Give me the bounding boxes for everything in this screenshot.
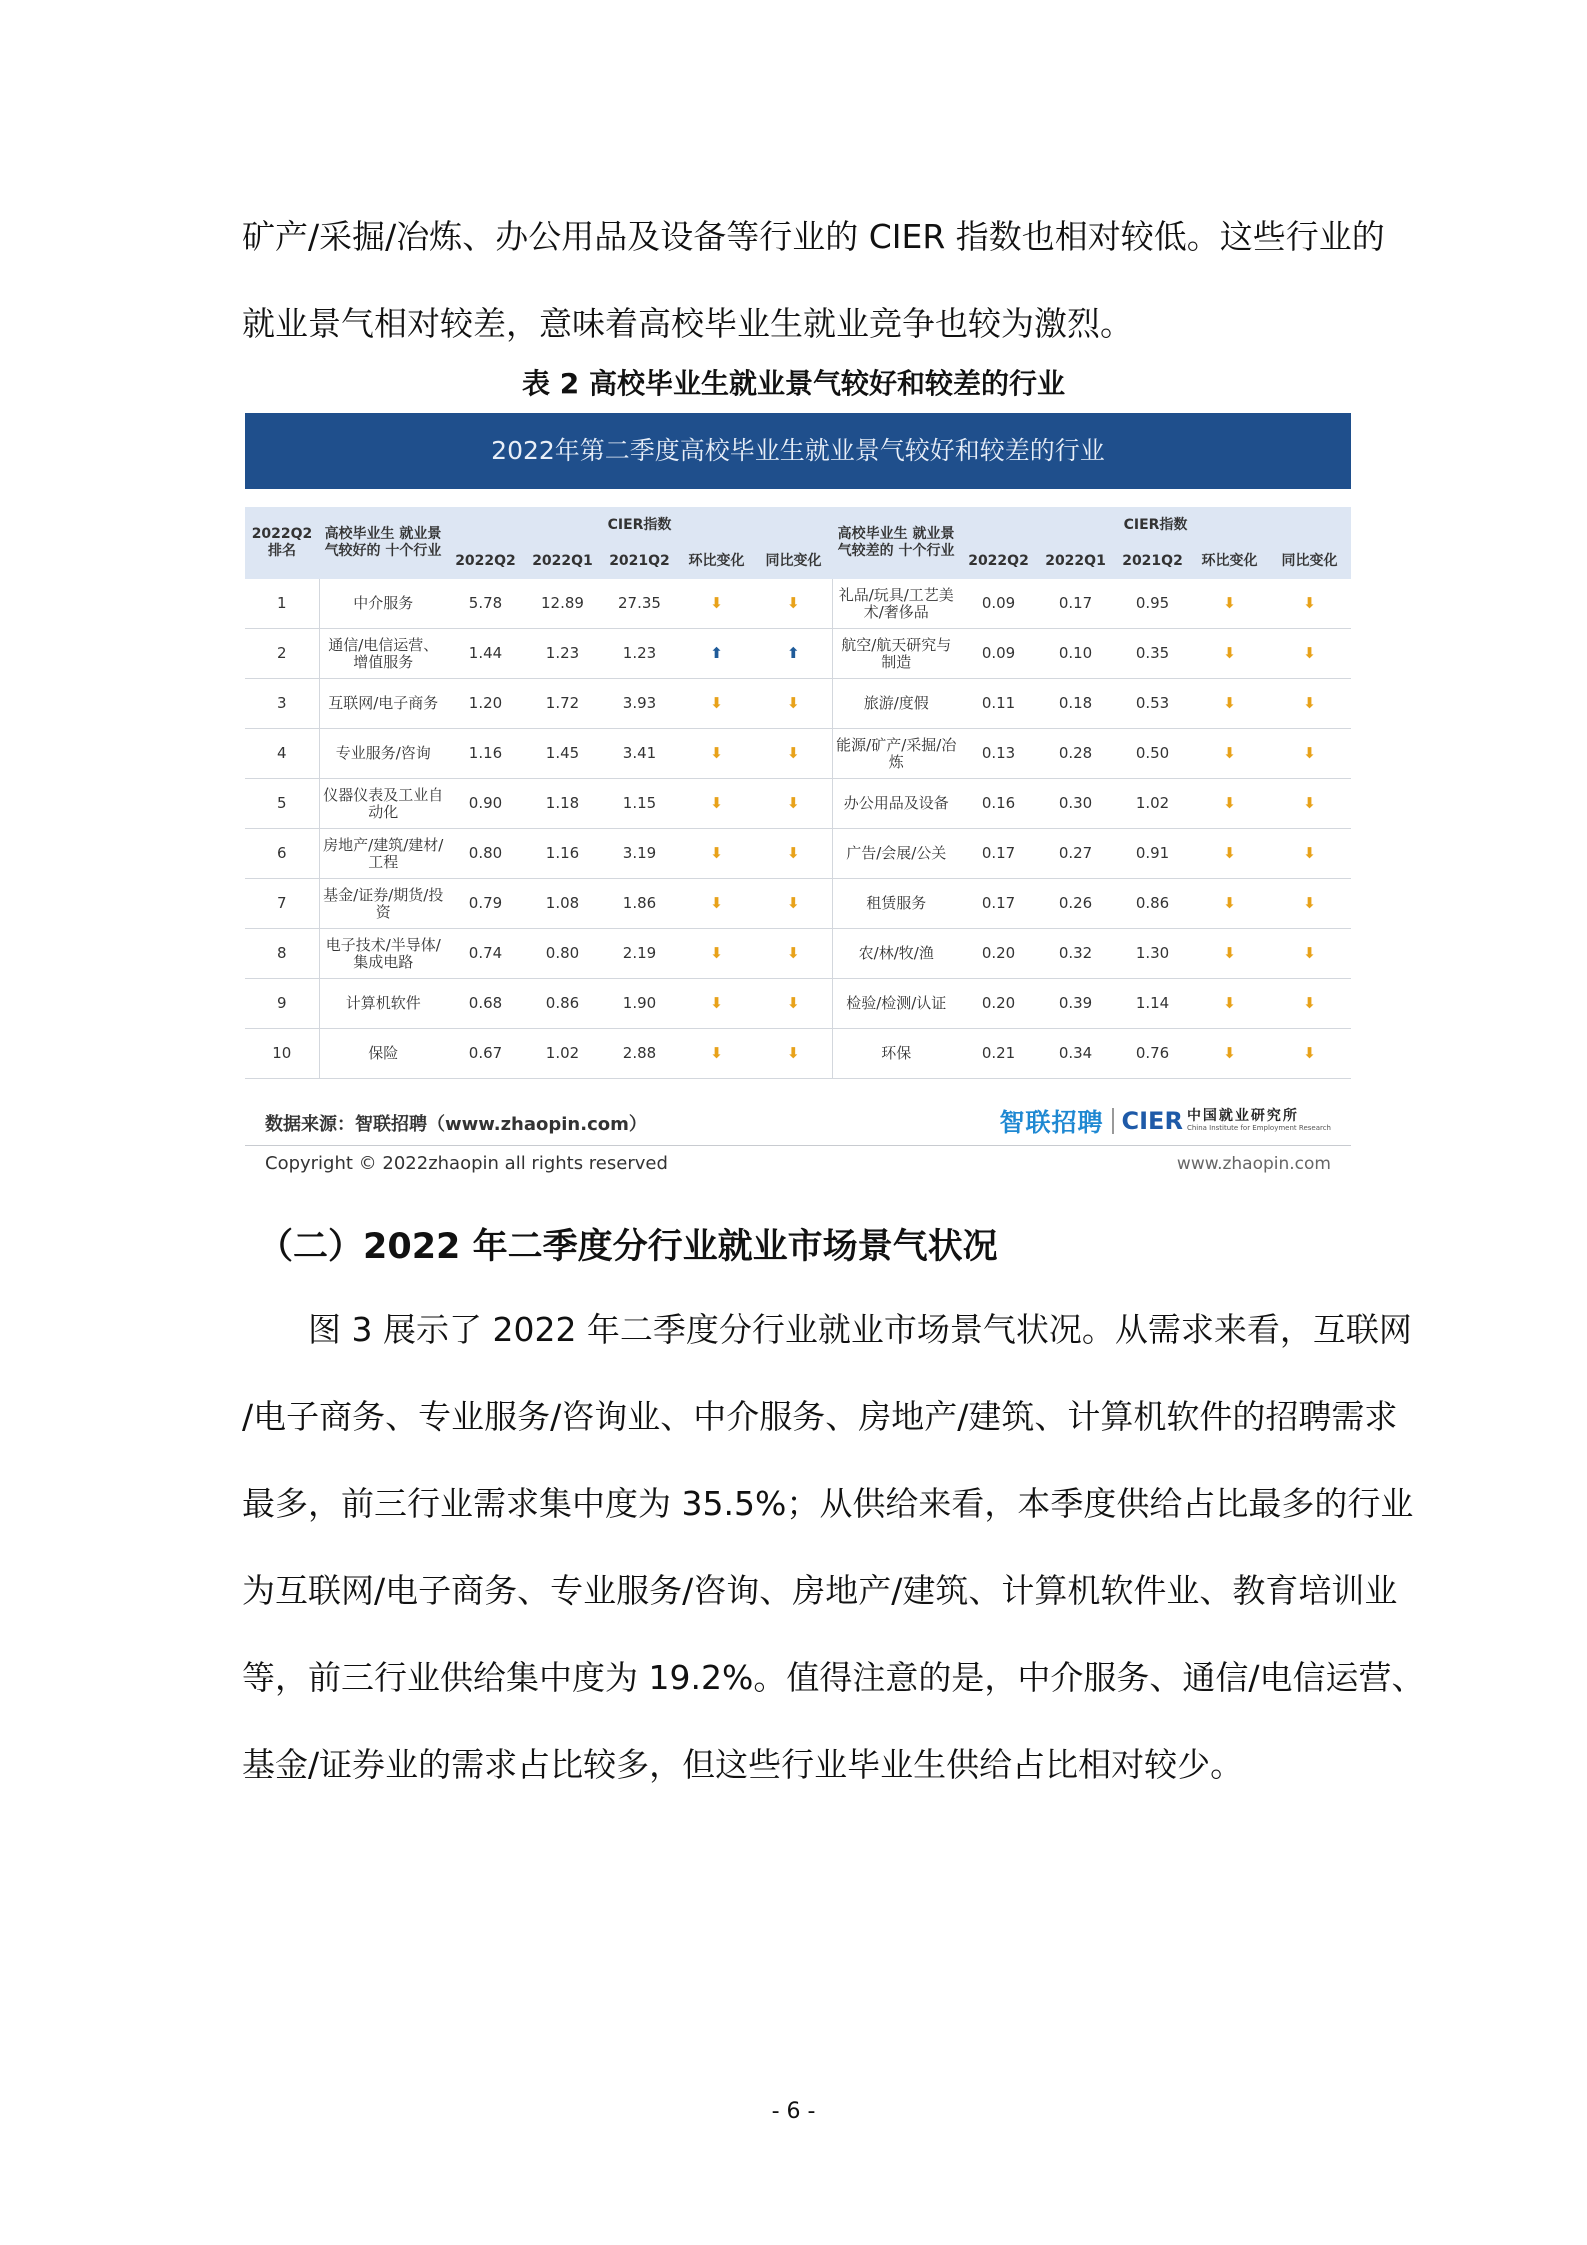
good-yoy-cell bbox=[755, 779, 832, 829]
rank-cell: 1 bbox=[245, 579, 319, 629]
bad-2022q2-cell: 0.13 bbox=[960, 729, 1037, 779]
bad-2021q2-cell: 0.76 bbox=[1114, 1029, 1191, 1079]
bad-qoq-cell bbox=[1191, 879, 1268, 929]
arrow-down-icon: ⬇ bbox=[710, 794, 723, 812]
good-industry-cell: 计算机软件 bbox=[319, 979, 447, 1029]
good-2022q1-cell: 1.18 bbox=[524, 779, 601, 829]
good-qoq-cell bbox=[678, 679, 755, 729]
good-2021q2-cell: 2.19 bbox=[601, 929, 678, 979]
bad-2021q2-cell: 0.86 bbox=[1114, 879, 1191, 929]
arrow-down-icon: ⬇ bbox=[1223, 944, 1236, 962]
bad-qoq-cell bbox=[1191, 979, 1268, 1029]
bad-yoy-cell bbox=[1268, 629, 1351, 679]
arrow-down-icon: ⬇ bbox=[786, 1044, 800, 1062]
cier-table-body bbox=[245, 579, 1351, 1079]
table-row bbox=[245, 779, 1351, 829]
header-good-industry: 高校毕业生 就业景气较好的 十个行业 bbox=[319, 507, 447, 579]
body-line: 基金/证券业的需求占比较多，但这些行业毕业生供给占比相对较少。 bbox=[242, 1745, 1244, 1784]
intro-line: 就业景气相对较差，意味着高校毕业生就业竞争也较为激烈。 bbox=[242, 304, 1133, 343]
arrow-down-icon: ⬇ bbox=[1303, 994, 1316, 1012]
arrow-down-icon: ⬇ bbox=[786, 694, 800, 712]
table-row bbox=[245, 979, 1351, 1029]
bad-2022q1-cell: 0.17 bbox=[1037, 579, 1114, 629]
bad-yoy-cell bbox=[1268, 829, 1351, 879]
intro-line: 矿产/采掘/冶炼、办公用品及设备等行业的 CIER 指数也相对较低。这些行业的 bbox=[242, 217, 1385, 256]
good-2022q1-cell: 1.16 bbox=[524, 829, 601, 879]
bad-2021q2-cell: 0.50 bbox=[1114, 729, 1191, 779]
good-2022q2-cell: 0.67 bbox=[447, 1029, 524, 1079]
bad-2022q2-cell: 0.20 bbox=[960, 929, 1037, 979]
bad-2022q2-cell: 0.21 bbox=[960, 1029, 1037, 1079]
good-industry-cell: 互联网/电子商务 bbox=[319, 679, 447, 729]
good-yoy-cell bbox=[755, 629, 832, 679]
bad-2021q2-cell: 1.30 bbox=[1114, 929, 1191, 979]
rank-cell: 7 bbox=[245, 879, 319, 929]
bad-qoq-cell bbox=[1191, 929, 1268, 979]
bad-industry-cell: 礼品/玩具/工艺美术/奢侈品 bbox=[832, 579, 960, 629]
good-industry-cell: 中介服务 bbox=[319, 579, 447, 629]
bad-qoq-cell bbox=[1191, 679, 1268, 729]
good-2022q2-cell: 0.90 bbox=[447, 779, 524, 829]
good-2022q1-cell: 0.86 bbox=[524, 979, 601, 1029]
cier-logo-en: China Institute for Employment Research bbox=[1186, 1124, 1331, 1132]
header-qoq: 环比变化 bbox=[678, 543, 755, 579]
bad-yoy-cell bbox=[1268, 579, 1351, 629]
bad-2022q2-cell: 0.17 bbox=[960, 829, 1037, 879]
good-qoq-cell bbox=[678, 929, 755, 979]
cier-logo-text bbox=[1187, 1109, 1331, 1133]
rank-cell: 6 bbox=[245, 829, 319, 879]
good-yoy-cell bbox=[755, 729, 832, 779]
good-qoq-cell bbox=[678, 829, 755, 879]
good-qoq-cell bbox=[678, 779, 755, 829]
bad-qoq-cell bbox=[1191, 829, 1268, 879]
good-qoq-cell bbox=[678, 979, 755, 1029]
page-number: - 6 - bbox=[771, 2099, 816, 2124]
arrow-down-icon: ⬇ bbox=[1223, 894, 1236, 912]
cier-logo: CIER bbox=[1121, 1107, 1183, 1135]
good-2022q2-cell: 0.68 bbox=[447, 979, 524, 1029]
bad-qoq-cell bbox=[1191, 729, 1268, 779]
good-2022q2-cell: 1.44 bbox=[447, 629, 524, 679]
bad-qoq-cell bbox=[1191, 629, 1268, 679]
arrow-down-icon: ⬇ bbox=[710, 594, 723, 612]
site-url: www.zhaopin.com bbox=[1176, 1154, 1331, 1174]
rank-cell: 8 bbox=[245, 929, 319, 979]
bad-2022q1-cell: 0.28 bbox=[1037, 729, 1114, 779]
arrow-down-icon: ⬇ bbox=[786, 794, 800, 812]
table-row bbox=[245, 579, 1351, 629]
bad-2022q2-cell: 0.09 bbox=[960, 579, 1037, 629]
bad-yoy-cell bbox=[1268, 729, 1351, 779]
arrow-down-icon: ⬇ bbox=[710, 694, 723, 712]
data-source: 数据来源：智联招聘（www.zhaopin.com） bbox=[265, 1114, 647, 1135]
cier-table bbox=[245, 507, 1351, 1079]
table-row bbox=[245, 729, 1351, 779]
bad-qoq-cell bbox=[1191, 579, 1268, 629]
body-line: 最多，前三行业需求集中度为 35.5%；从供给来看，本季度供给占比最多的行业 bbox=[242, 1484, 1414, 1523]
good-qoq-cell bbox=[678, 579, 755, 629]
arrow-down-icon: ⬇ bbox=[1303, 1044, 1316, 1062]
arrow-down-icon: ⬇ bbox=[1223, 744, 1236, 762]
good-2021q2-cell: 1.15 bbox=[601, 779, 678, 829]
bad-yoy-cell bbox=[1268, 679, 1351, 729]
arrow-down-icon: ⬇ bbox=[1223, 694, 1236, 712]
arrow-down-icon: ⬇ bbox=[1303, 794, 1316, 812]
bad-2022q1-cell: 0.27 bbox=[1037, 829, 1114, 879]
good-2021q2-cell: 3.41 bbox=[601, 729, 678, 779]
bad-qoq-cell bbox=[1191, 779, 1268, 829]
header-yoy: 同比变化 bbox=[755, 543, 832, 579]
bad-2022q1-cell: 0.26 bbox=[1037, 879, 1114, 929]
header-cier-bad: CIER指数 bbox=[960, 507, 1351, 543]
good-2021q2-cell: 3.19 bbox=[601, 829, 678, 879]
arrow-down-icon: ⬇ bbox=[786, 944, 800, 962]
bad-2022q1-cell: 0.30 bbox=[1037, 779, 1114, 829]
arrow-down-icon: ⬇ bbox=[1303, 594, 1316, 612]
good-2021q2-cell: 3.93 bbox=[601, 679, 678, 729]
bad-2022q2-cell: 0.20 bbox=[960, 979, 1037, 1029]
good-2022q2-cell: 0.74 bbox=[447, 929, 524, 979]
good-2021q2-cell: 1.90 bbox=[601, 979, 678, 1029]
header-yoy: 同比变化 bbox=[1268, 543, 1351, 579]
bad-2022q2-cell: 0.17 bbox=[960, 879, 1037, 929]
good-industry-cell: 保险 bbox=[319, 1029, 447, 1079]
body-line: /电子商务、专业服务/咨询业、中介服务、房地产/建筑、计算机软件的招聘需求 bbox=[242, 1397, 1398, 1436]
bad-2021q2-cell: 0.91 bbox=[1114, 829, 1191, 879]
arrow-down-icon: ⬇ bbox=[1223, 644, 1236, 662]
arrow-down-icon: ⬇ bbox=[1223, 794, 1236, 812]
rank-cell: 5 bbox=[245, 779, 319, 829]
logo-divider bbox=[1112, 1108, 1114, 1134]
arrow-down-icon: ⬇ bbox=[786, 594, 800, 612]
bad-2022q1-cell: 0.10 bbox=[1037, 629, 1114, 679]
bad-2021q2-cell: 0.53 bbox=[1114, 679, 1191, 729]
body-paragraph bbox=[242, 1286, 1425, 1808]
header-2021q2: 2021Q2 bbox=[601, 543, 678, 579]
bad-industry-cell: 农/林/牧/渔 bbox=[832, 929, 960, 979]
arrow-down-icon: ⬇ bbox=[1223, 1044, 1236, 1062]
good-yoy-cell bbox=[755, 979, 832, 1029]
good-qoq-cell bbox=[678, 1029, 755, 1079]
good-2022q1-cell: 1.72 bbox=[524, 679, 601, 729]
arrow-down-icon: ⬇ bbox=[710, 944, 723, 962]
good-industry-cell: 通信/电信运营、增值服务 bbox=[319, 629, 447, 679]
good-industry-cell: 专业服务/咨询 bbox=[319, 729, 447, 779]
bad-2022q1-cell: 0.18 bbox=[1037, 679, 1114, 729]
bad-yoy-cell bbox=[1268, 779, 1351, 829]
section-heading: （二）2022 年二季度分行业就业市场景气状况 bbox=[258, 1227, 998, 1267]
intro-paragraph bbox=[242, 193, 1385, 367]
bad-2021q2-cell: 1.02 bbox=[1114, 779, 1191, 829]
good-2022q1-cell: 0.80 bbox=[524, 929, 601, 979]
good-2022q1-cell: 1.23 bbox=[524, 629, 601, 679]
arrow-down-icon: ⬇ bbox=[1223, 594, 1236, 612]
header-2022q2: 2022Q2 bbox=[447, 543, 524, 579]
header-2022q1: 2022Q1 bbox=[1037, 543, 1114, 579]
arrow-down-icon: ⬇ bbox=[710, 994, 723, 1012]
rank-cell: 2 bbox=[245, 629, 319, 679]
bad-2022q1-cell: 0.32 bbox=[1037, 929, 1114, 979]
arrow-down-icon: ⬇ bbox=[1303, 844, 1316, 862]
good-2022q2-cell: 0.80 bbox=[447, 829, 524, 879]
bad-2021q2-cell: 0.95 bbox=[1114, 579, 1191, 629]
arrow-down-icon: ⬇ bbox=[1223, 844, 1236, 862]
brand-logos bbox=[1000, 1103, 1332, 1139]
bad-qoq-cell bbox=[1191, 1029, 1268, 1079]
table-row bbox=[245, 879, 1351, 929]
rank-cell: 4 bbox=[245, 729, 319, 779]
header-rank: 2022Q2 排名 bbox=[245, 507, 319, 579]
arrow-down-icon: ⬇ bbox=[710, 1044, 723, 1062]
figure-banner-title: 2022年第二季度高校毕业生就业景气较好和较差的行业 bbox=[245, 413, 1351, 489]
header-2022q2: 2022Q2 bbox=[960, 543, 1037, 579]
zhaopin-logo: 智联招聘 bbox=[999, 1108, 1104, 1137]
bad-industry-cell: 办公用品及设备 bbox=[832, 779, 960, 829]
bad-industry-cell: 环保 bbox=[832, 1029, 960, 1079]
footer-divider bbox=[245, 1145, 1351, 1146]
good-2022q1-cell: 1.02 bbox=[524, 1029, 601, 1079]
good-yoy-cell bbox=[755, 879, 832, 929]
good-2022q1-cell: 12.89 bbox=[524, 579, 601, 629]
good-2022q2-cell: 5.78 bbox=[447, 579, 524, 629]
bad-2022q1-cell: 0.39 bbox=[1037, 979, 1114, 1029]
good-2022q1-cell: 1.08 bbox=[524, 879, 601, 929]
bad-industry-cell: 能源/矿产/采掘/冶炼 bbox=[832, 729, 960, 779]
bad-2022q2-cell: 0.16 bbox=[960, 779, 1037, 829]
header-cier-good: CIER指数 bbox=[447, 507, 832, 543]
cier-figure bbox=[245, 413, 1351, 1183]
good-industry-cell: 房地产/建筑/建材/工程 bbox=[319, 829, 447, 879]
arrow-down-icon: ⬇ bbox=[1223, 994, 1236, 1012]
bad-industry-cell: 检验/检测/认证 bbox=[832, 979, 960, 1029]
arrow-down-icon: ⬇ bbox=[710, 844, 723, 862]
body-line: 图 3 展示了 2022 年二季度分行业就业市场景气状况。从需求来看，互联网 bbox=[308, 1310, 1412, 1349]
good-2022q1-cell: 1.45 bbox=[524, 729, 601, 779]
arrow-down-icon: ⬇ bbox=[1303, 694, 1316, 712]
body-line: 为互联网/电子商务、专业服务/咨询、房地产/建筑、计算机软件业、教育培训业 bbox=[242, 1571, 1398, 1610]
body-line: 等，前三行业供给集中度为 19.2%。值得注意的是，中介服务、通信/电信运营、 bbox=[242, 1658, 1425, 1697]
header-bad-industry: 高校毕业生 就业景气较差的 十个行业 bbox=[832, 507, 960, 579]
arrow-down-icon: ⬇ bbox=[710, 744, 723, 762]
arrow-down-icon: ⬇ bbox=[786, 744, 800, 762]
arrow-down-icon: ⬇ bbox=[1303, 744, 1316, 762]
good-2022q2-cell: 1.20 bbox=[447, 679, 524, 729]
good-2021q2-cell: 2.88 bbox=[601, 1029, 678, 1079]
bad-industry-cell: 航空/航天研究与制造 bbox=[832, 629, 960, 679]
good-2022q2-cell: 1.16 bbox=[447, 729, 524, 779]
arrow-down-icon: ⬇ bbox=[1303, 944, 1316, 962]
rank-cell: 9 bbox=[245, 979, 319, 1029]
good-industry-cell: 基金/证券/期货/投资 bbox=[319, 879, 447, 929]
arrow-down-icon: ⬇ bbox=[710, 894, 723, 912]
header-2021q2: 2021Q2 bbox=[1114, 543, 1191, 579]
arrow-down-icon: ⬇ bbox=[1303, 644, 1316, 662]
bad-yoy-cell bbox=[1268, 1029, 1351, 1079]
good-yoy-cell bbox=[755, 829, 832, 879]
arrow-down-icon: ⬇ bbox=[786, 994, 800, 1012]
bad-yoy-cell bbox=[1268, 929, 1351, 979]
arrow-down-icon: ⬇ bbox=[1303, 894, 1316, 912]
arrow-up-icon: ⬆ bbox=[786, 644, 800, 662]
bad-2022q2-cell: 0.09 bbox=[960, 629, 1037, 679]
bad-2021q2-cell: 0.35 bbox=[1114, 629, 1191, 679]
arrow-down-icon: ⬇ bbox=[786, 844, 800, 862]
good-2021q2-cell: 1.23 bbox=[601, 629, 678, 679]
bad-industry-cell: 旅游/度假 bbox=[832, 679, 960, 729]
good-industry-cell: 电子技术/半导体/集成电路 bbox=[319, 929, 447, 979]
bad-industry-cell: 租赁服务 bbox=[832, 879, 960, 929]
good-2021q2-cell: 27.35 bbox=[601, 579, 678, 629]
rank-cell: 10 bbox=[245, 1029, 319, 1079]
header-qoq: 环比变化 bbox=[1191, 543, 1268, 579]
bad-2021q2-cell: 1.14 bbox=[1114, 979, 1191, 1029]
good-qoq-cell bbox=[678, 879, 755, 929]
copyright: Copyright © 2022zhaopin all rights reserved bbox=[265, 1153, 668, 1174]
good-yoy-cell bbox=[755, 929, 832, 979]
good-2021q2-cell: 1.86 bbox=[601, 879, 678, 929]
table-row bbox=[245, 829, 1351, 879]
table-row bbox=[245, 929, 1351, 979]
bad-2022q2-cell: 0.11 bbox=[960, 679, 1037, 729]
bad-yoy-cell bbox=[1268, 879, 1351, 929]
table-caption: 表 2 高校毕业生就业景气较好和较差的行业 bbox=[522, 367, 1065, 400]
good-qoq-cell bbox=[678, 629, 755, 679]
table-row bbox=[245, 629, 1351, 679]
rank-cell: 3 bbox=[245, 679, 319, 729]
cier-logo-cn: 中国就业研究所 bbox=[1186, 1108, 1299, 1124]
header-2022q1: 2022Q1 bbox=[524, 543, 601, 579]
good-yoy-cell bbox=[755, 1029, 832, 1079]
good-qoq-cell bbox=[678, 729, 755, 779]
arrow-down-icon: ⬇ bbox=[786, 894, 800, 912]
arrow-up-icon: ⬆ bbox=[710, 644, 723, 662]
good-yoy-cell bbox=[755, 579, 832, 629]
bad-industry-cell: 广告/会展/公关 bbox=[832, 829, 960, 879]
good-industry-cell: 仪器仪表及工业自动化 bbox=[319, 779, 447, 829]
good-yoy-cell bbox=[755, 679, 832, 729]
table-row bbox=[245, 1029, 1351, 1079]
good-2022q2-cell: 0.79 bbox=[447, 879, 524, 929]
table-row bbox=[245, 679, 1351, 729]
bad-yoy-cell bbox=[1268, 979, 1351, 1029]
bad-2022q1-cell: 0.34 bbox=[1037, 1029, 1114, 1079]
